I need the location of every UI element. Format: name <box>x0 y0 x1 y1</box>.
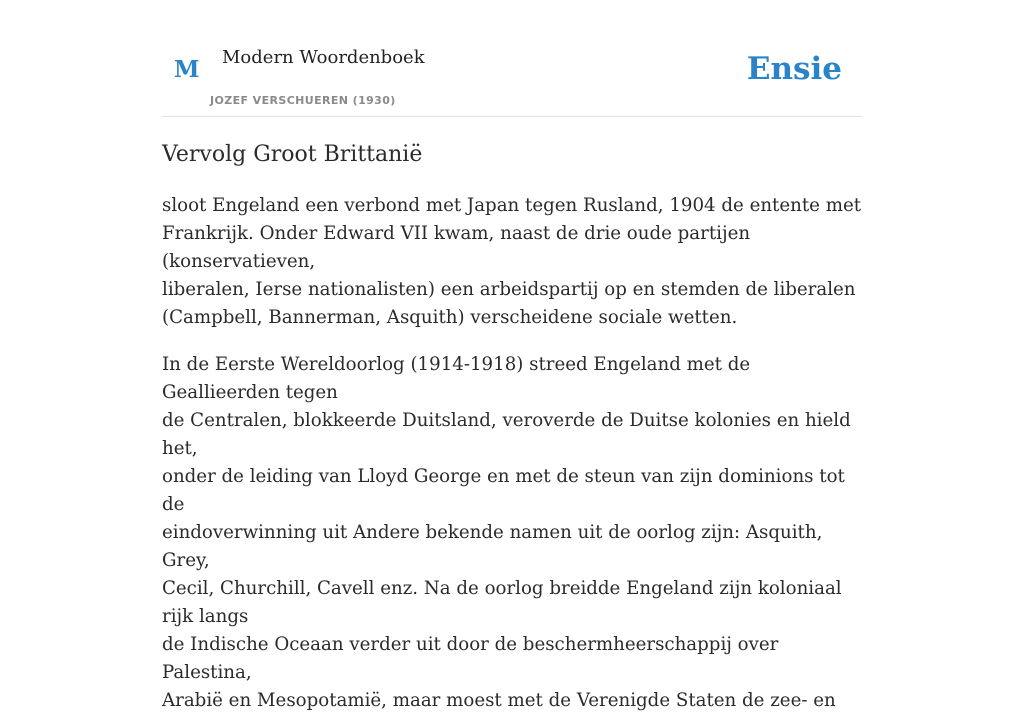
entry-paragraph: sloot Engeland een verbond met Japan tegen Rusland, 1904 de entente met Frankrijk. Onder Edward VII kwam, naast de drie oude partijen (konservatieven, liberalen, Ierse nationalisten) een arbeidspartij op en stemden de liberalen (Campbell, Bannerman, Asquith) verscheidene sociale wetten. <box>162 195 862 328</box>
entry-content <box>162 138 866 715</box>
book-author: JOZEF VERSCHUEREN (1930) <box>210 94 396 107</box>
book-title-link[interactable]: Modern Woordenboek <box>222 47 425 68</box>
entry-title: Vervolg Groot Brittanië <box>162 142 423 167</box>
dictionary-logo[interactable]: M <box>174 56 200 83</box>
ensie-logo[interactable]: Ensie <box>746 51 842 87</box>
site-header <box>162 0 862 117</box>
entry-paragraph: In de Eerste Wereldoorlog (1914-1918) streed Engeland met de Geallieerden tegen de Centralen, blokkeerde Duitsland, veroverde de Duitse kolonies en hield het, onder de leiding van Lloyd George en met de steun van zijn dominions tot de eindoverwinning uit Andere bekende namen uit de oorlog zijn: Asquith, Grey, Cecil, Churchill, Cavell enz. Na de oorlog breidde Engeland zijn koloniaal rijk langs de Indische Oceaan verder uit door de beschermheerschappij over Palestina, Arabië en Mesopotamië, maar moest met de Verenigde Staten de zee- en <box>162 354 851 711</box>
